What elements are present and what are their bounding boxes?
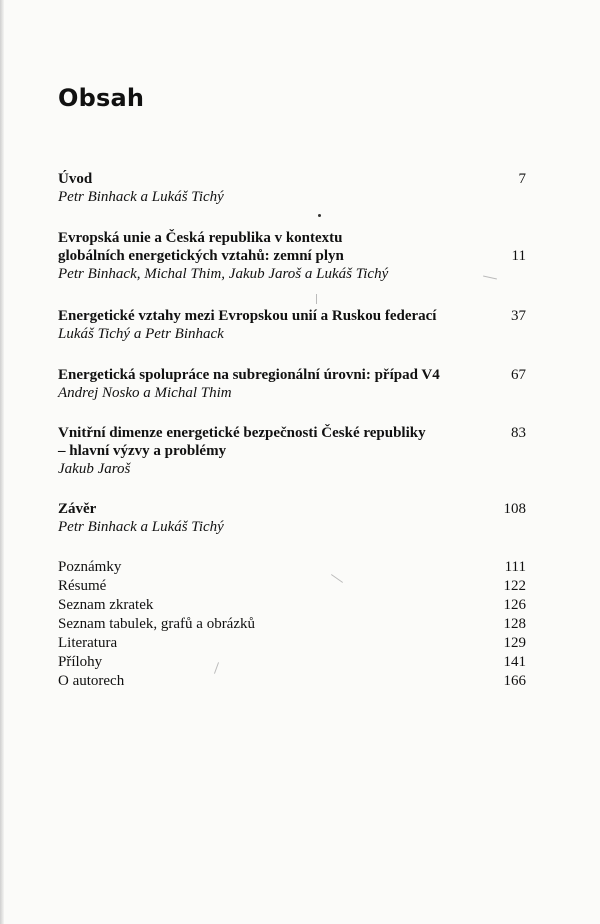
toc-entry-uvod	[58, 170, 526, 206]
entry-title-line: – hlavní výzvy a problémy	[58, 443, 227, 459]
entry-authors: Petr Binhack, Michal Thim, Jakub Jaroš a Lukáš Tichý	[58, 266, 389, 282]
toc-backmatter-resume	[58, 577, 526, 596]
scan-hair	[316, 294, 317, 304]
backmatter-page-number: 111	[504, 559, 526, 575]
backmatter-label: O autorech	[58, 673, 125, 689]
entry-authors: Jakub Jaroš	[58, 461, 131, 477]
backmatter-page-number: 126	[503, 597, 526, 613]
toc-entry-eu-cr	[58, 229, 526, 283]
entry-authors: Lukáš Tichý a Petr Binhack	[58, 326, 224, 342]
entry-authors: Petr Binhack a Lukáš Tichý	[58, 189, 224, 205]
backmatter-label: Résumé	[58, 578, 107, 594]
entry-authors: Andrej Nosko a Michal Thim	[58, 385, 232, 401]
entry-page-number: 7	[518, 171, 526, 187]
toc-entry-vnitrni-dimenze	[58, 424, 526, 478]
backmatter-label: Literatura	[58, 635, 118, 651]
entry-title: Závěr	[58, 501, 97, 517]
entry-authors: Petr Binhack a Lukáš Tichý	[58, 519, 224, 535]
entry-title: Úvod	[58, 171, 93, 187]
entry-title: Energetické vztahy mezi Evropskou unií a Ruskou federací	[58, 308, 437, 324]
toc-backmatter-literatura	[58, 634, 526, 653]
backmatter-page-number: 122	[503, 578, 526, 594]
toc-backmatter-prilohy	[58, 653, 526, 672]
backmatter-page-number: 166	[503, 673, 526, 689]
toc-backmatter-poznamky	[58, 558, 526, 577]
backmatter-page-number: 141	[503, 654, 526, 670]
page-title: Obsah	[58, 84, 145, 112]
toc-backmatter-o-autorech	[58, 672, 526, 691]
backmatter-page-number: 129	[503, 635, 526, 651]
page-edge-shadow	[0, 0, 4, 924]
backmatter-label: Seznam zkratek	[58, 597, 154, 613]
backmatter-label: Seznam tabulek, grafů a obrázků	[58, 616, 255, 632]
entry-title-line: Evropská unie a Česká republika v kontextu	[58, 230, 343, 246]
toc-entry-eu-rf	[58, 307, 526, 343]
toc-backmatter-zkratky	[58, 596, 526, 615]
toc-entry-zaver	[58, 500, 526, 536]
backmatter-label: Přílohy	[58, 654, 103, 670]
entry-page-number: 67	[511, 367, 526, 383]
entry-title: Energetická spolupráce na subregionální úrovni: případ V4	[58, 367, 440, 383]
entry-title-line: globálních energetických vztahů: zemní plyn	[58, 248, 344, 264]
backmatter-page-number: 128	[503, 616, 526, 632]
entry-page-number: 37	[511, 308, 526, 324]
entry-title-line: Vnitřní dimenze energetické bezpečnosti České republiky	[58, 425, 426, 441]
scan-speck	[318, 214, 321, 217]
toc-backmatter-tabulky	[58, 615, 526, 634]
toc-entry-v4	[58, 366, 526, 402]
entry-page-number: 11	[511, 248, 526, 264]
backmatter-label: Poznámky	[58, 559, 122, 575]
entry-page-number: 83	[511, 425, 526, 441]
entry-page-number: 108	[503, 501, 526, 517]
